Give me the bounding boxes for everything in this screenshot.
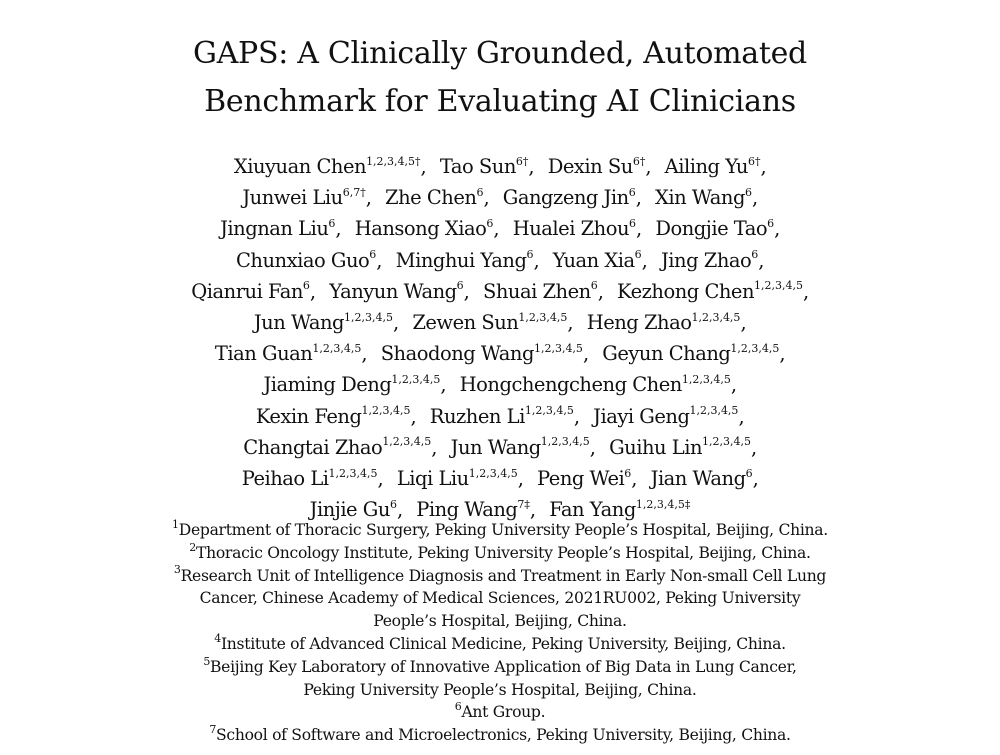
affiliation-line [0, 565, 1000, 588]
affiliation-list [0, 519, 1000, 747]
paper-title-line-2: Benchmark for Evaluating AI Clinicians [204, 84, 796, 119]
author-separator: , [365, 186, 372, 210]
affiliation-number: 5 [203, 654, 211, 668]
author-affiliation-marks: 6 [369, 248, 377, 262]
author-separator: , [774, 217, 780, 241]
author-separator: , [420, 155, 427, 178]
author [242, 467, 384, 490]
author-separator: , [528, 155, 535, 178]
author-affiliation-marks: 6† [515, 154, 529, 168]
author-affiliation-marks: 6† [747, 154, 761, 168]
author-affiliation-marks: 1,2,3,4,5 [702, 435, 752, 449]
author-name: Jiaming Deng [263, 373, 392, 397]
author-name: Tian Guan [214, 342, 313, 366]
author-name: Fan Yang [549, 498, 636, 522]
author-name: Peng Wei [537, 467, 625, 491]
author [553, 249, 648, 272]
author-separator: , [751, 435, 757, 459]
author-affiliation-marks: 1,2,3,4,5 [540, 435, 590, 449]
author-line [0, 432, 1000, 463]
author-line [0, 307, 1000, 338]
affiliation [0, 633, 1000, 656]
author-affiliation-marks: 1,2,3,4,5 [533, 341, 583, 355]
author [396, 249, 540, 272]
author-separator: , [431, 435, 437, 459]
author-separator: , [760, 155, 767, 178]
author [548, 155, 651, 178]
author-affiliation-marks: 1,2,3,4,5 [691, 310, 741, 324]
author [451, 436, 596, 459]
affiliation-line [0, 542, 1000, 565]
author-affiliation-marks: 6 [456, 279, 464, 293]
author-name: Guihu Lin [609, 435, 703, 459]
author-name: Ailing Yu [664, 155, 748, 178]
author [661, 249, 764, 272]
author-separator: , [740, 311, 747, 335]
author-separator: , [309, 279, 316, 303]
author [655, 186, 758, 209]
author-line [0, 338, 1000, 369]
author-separator: , [752, 467, 759, 491]
author [513, 217, 642, 240]
author-separator: , [597, 279, 604, 303]
author-affiliation-marks: 1,2,3,4,5 [468, 466, 518, 480]
author-separator: , [582, 342, 589, 366]
author-affiliation-marks: 6 [745, 466, 753, 480]
author-name: Tao Sun [439, 155, 516, 178]
author-affiliation-marks: 6 [389, 497, 397, 511]
author-name: Jingnan Liu [220, 217, 329, 241]
author-name: Zewen Sun [412, 311, 519, 335]
author-name: Jian Wang [650, 467, 746, 491]
author [215, 342, 367, 365]
paper-title-line-1: GAPS: A Clinically Grounded, Automated [193, 36, 807, 71]
affiliation-line [0, 633, 1000, 656]
paper-title [0, 30, 1000, 126]
author [381, 342, 589, 365]
author-line [0, 151, 1000, 182]
author-separator: , [440, 373, 447, 397]
affiliation-number: 7 [209, 722, 217, 736]
author [385, 186, 489, 209]
author-separator: , [410, 404, 417, 428]
author-name: Shuai Zhen [482, 279, 591, 303]
affiliation [0, 542, 1000, 565]
affiliation-number: 2 [189, 540, 196, 554]
author [609, 436, 757, 459]
author [665, 155, 766, 178]
author-name: Yanyun Wang [329, 279, 457, 303]
author-separator: , [377, 467, 384, 491]
author-name: Gangzeng Jin [502, 186, 629, 210]
author-name: Jing Zhao [660, 248, 752, 272]
author-name: Yuan Xia [552, 248, 635, 272]
author [329, 280, 469, 303]
author [651, 467, 759, 490]
author-name: Zhe Chen [385, 186, 477, 210]
author-name: Heng Zhao [586, 311, 692, 335]
author [416, 498, 535, 521]
author-separator: , [779, 342, 786, 366]
author-separator: , [493, 217, 500, 241]
author-name: Xin Wang [655, 186, 745, 210]
author-affiliation-marks: 1,2,3,4,5‡ [635, 497, 691, 511]
author [549, 498, 690, 521]
author [256, 405, 416, 428]
author-line [0, 182, 1000, 213]
author [191, 280, 315, 303]
author [430, 405, 580, 428]
author-affiliation-marks: 1,2,3,4,5 [382, 435, 432, 449]
author-separator: , [589, 435, 596, 459]
author-separator: , [392, 311, 399, 335]
author-separator: , [738, 404, 745, 428]
author-name: Kexin Feng [255, 404, 362, 428]
author-separator: , [751, 186, 758, 210]
author-affiliation-marks: 1,2,3,4,5 [361, 404, 411, 418]
author-separator: , [641, 248, 648, 272]
author-separator: , [376, 248, 382, 272]
author [234, 155, 426, 178]
author [310, 498, 403, 521]
author-line [0, 276, 1000, 307]
author [236, 249, 382, 272]
affiliation [0, 519, 1000, 542]
author-name: Kezhong Chen [617, 279, 755, 303]
author-name: Hansong Xiao [354, 217, 487, 241]
author-affiliation-marks: 6 [476, 185, 484, 199]
affiliation-number: 3 [173, 563, 181, 577]
author-name: Ping Wang [416, 498, 518, 522]
author-name: Peihao Li [241, 467, 329, 491]
author-separator: , [361, 342, 368, 366]
author-line [0, 369, 1000, 400]
author-affiliation-marks: 1,2,3,4,5 [754, 279, 804, 293]
affiliation [0, 724, 1000, 747]
author-name: Jiayi Geng [593, 404, 690, 428]
affiliation-number: 1 [172, 517, 179, 531]
affiliation-text: Thoracic Oncology Institute, Peking University People’s Hospital, Beijing, China. [195, 543, 811, 562]
author-line [0, 401, 1000, 432]
author [220, 217, 341, 240]
affiliation-text: Institute of Advanced Clinical Medicine, Peking University, Beijing, China. [220, 634, 786, 653]
author-name: Geyun Chang [602, 342, 731, 366]
author [412, 311, 573, 334]
author [263, 373, 446, 396]
author-separator: , [533, 248, 540, 272]
author [460, 373, 737, 396]
author-affiliation-marks: 1,2,3,4,5 [730, 341, 780, 355]
author-affiliation-marks: 1,2,3,4,5 [689, 404, 739, 418]
author-name: Minghui Yang [395, 248, 527, 272]
author-line [0, 213, 1000, 244]
author-name: Jun Wang [450, 435, 541, 459]
author-separator: , [635, 186, 642, 210]
author-name: Jun Wang [253, 311, 344, 335]
affiliation-text: Beijing Key Laboratory of Innovative Application of Big Data in Lung Cancer, [210, 657, 797, 676]
author-name: Jinjie Gu [309, 498, 390, 522]
author-line [0, 245, 1000, 276]
author-list [0, 151, 1000, 525]
author-affiliation-marks: 6 [624, 466, 632, 480]
author-separator: , [573, 404, 580, 428]
affiliation-text: Research Unit of Intelligence Diagnosis and Treatment in Early Non-small Cell Lung [180, 566, 827, 585]
affiliation-text: School of Software and Microelectronics, Peking University, Beijing, China. [216, 726, 791, 745]
author-affiliation-marks: 6,7† [342, 185, 366, 199]
author-affiliation-marks: 1,2,3,4,5 [518, 310, 568, 324]
author [617, 280, 809, 303]
author-separator: , [567, 311, 574, 335]
author-affiliation-marks: 6 [629, 216, 637, 230]
author-affiliation-marks: 6 [767, 216, 775, 230]
affiliation [0, 656, 1000, 702]
author-affiliation-marks: 1,2,3,4,5 [524, 404, 574, 418]
author-affiliation-marks: 1,2,3,4,5 [681, 372, 731, 386]
author-name: Xiuyuan Chen [233, 155, 367, 178]
author-affiliation-marks: 6† [632, 154, 646, 168]
author [355, 217, 499, 240]
author [602, 342, 785, 365]
author-name: Liqi Liu [396, 467, 469, 491]
author [483, 280, 603, 303]
author [587, 311, 746, 334]
author-name: Hongchengcheng Chen [459, 373, 682, 397]
author-affiliation-marks: 6 [590, 279, 598, 293]
affiliation-line [0, 701, 1000, 724]
author [593, 405, 744, 428]
author-name: Qianrui Fan [191, 279, 303, 303]
author-affiliation-marks: 7‡ [517, 497, 530, 511]
author-separator: , [396, 498, 403, 522]
affiliation-text: Department of Thoracic Surgery, Peking University People’s Hospital, Beijing, China. [178, 521, 828, 539]
author-affiliation-marks: 6 [328, 216, 336, 230]
author-affiliation-marks: 1,2,3,4,5 [391, 372, 441, 386]
author-separator: , [636, 217, 642, 241]
author-affiliation-marks: 6 [486, 216, 494, 230]
author [655, 217, 780, 240]
author-affiliation-marks: 1,2,3,4,5 [312, 341, 362, 355]
author-affiliation-marks: 1,2,3,4,5† [366, 154, 421, 168]
author-separator: , [335, 217, 342, 241]
affiliation-text: Ant Group. [461, 703, 546, 722]
affiliation-text: Cancer, Chinese Academy of Medical Sciences, 2021RU002, Peking University [199, 589, 801, 608]
affiliation-line [0, 610, 1000, 633]
author-affiliation-marks: 6 [526, 248, 534, 262]
author-affiliation-marks: 6 [634, 248, 642, 262]
author-name: Dexin Su [547, 155, 633, 178]
author [440, 155, 534, 178]
affiliation-line [0, 519, 1000, 542]
author [243, 436, 437, 459]
affiliation-text: People’s Hospital, Beijing, China. [373, 612, 627, 631]
author-name: Shaodong Wang [380, 342, 534, 366]
author-separator: , [730, 373, 737, 397]
author-affiliation-marks: 6 [744, 185, 752, 199]
author-name: Ruzhen Li [429, 404, 525, 428]
author-separator: , [529, 498, 536, 522]
author-name: Junwei Liu [242, 186, 343, 210]
author-name: Chunxiao Guo [236, 248, 370, 272]
author-separator: , [631, 467, 637, 491]
author [503, 186, 642, 209]
affiliation-line [0, 587, 1000, 610]
author-separator: , [758, 248, 764, 272]
author-name: Dongjie Tao [655, 217, 768, 241]
author [397, 467, 524, 490]
author-affiliation-marks: 6 [302, 279, 310, 293]
author-name: Changtai Zhao [243, 435, 383, 459]
affiliation [0, 565, 1000, 633]
author-affiliation-marks: 6 [628, 185, 636, 199]
author [254, 311, 399, 334]
author-separator: , [463, 279, 470, 303]
affiliation-number: 4 [214, 631, 221, 645]
author-separator: , [645, 155, 652, 178]
author-line [0, 463, 1000, 494]
author-separator: , [803, 279, 809, 303]
author-separator: , [483, 186, 490, 210]
affiliation-line [0, 656, 1000, 679]
author [242, 186, 371, 209]
affiliation-number: 6 [454, 700, 462, 714]
author-affiliation-marks: 6 [751, 248, 759, 262]
author-separator: , [517, 467, 524, 491]
author-name: Hualei Zhou [512, 217, 630, 241]
affiliation-line [0, 724, 1000, 747]
affiliation [0, 701, 1000, 724]
author-affiliation-marks: 1,2,3,4,5 [344, 310, 393, 324]
author-affiliation-marks: 1,2,3,4,5 [328, 466, 378, 480]
affiliation-line [0, 679, 1000, 702]
author [537, 467, 637, 490]
affiliation-text: Peking University People’s Hospital, Beijing, China. [303, 680, 697, 699]
